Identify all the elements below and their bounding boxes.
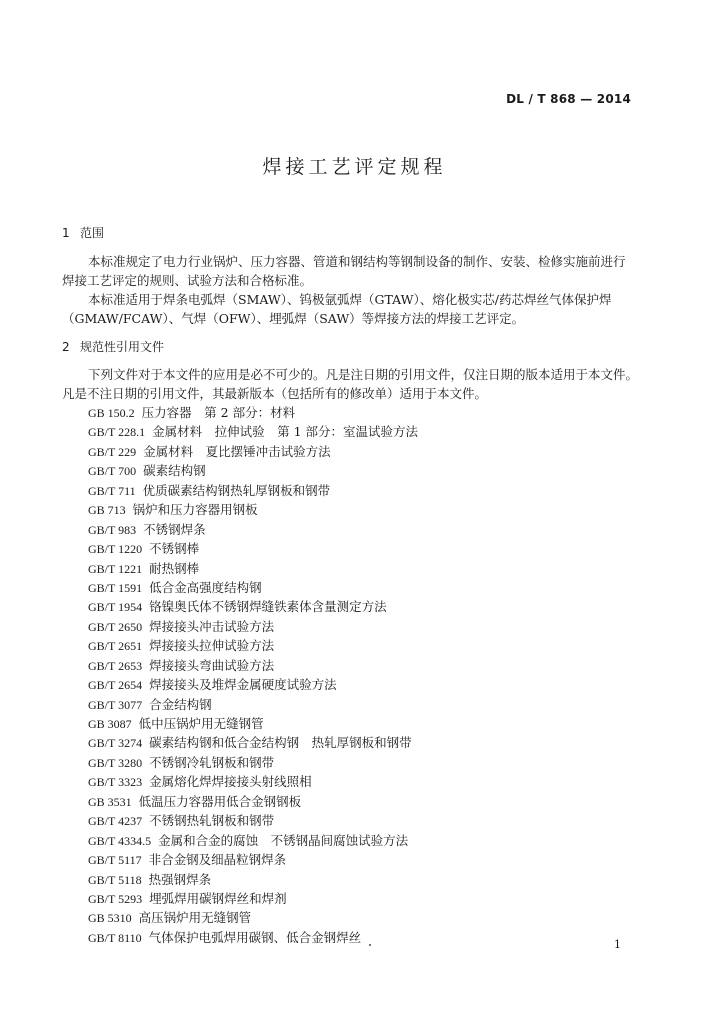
reference-code: GB/T 700 bbox=[88, 464, 137, 479]
reference-code: GB/T 3280 bbox=[88, 755, 143, 770]
reference-item bbox=[88, 403, 418, 422]
reference-item bbox=[88, 500, 418, 519]
standard-code: DL / T 868 — 2014 bbox=[506, 92, 631, 106]
reference-title: 碳素结构钢和低合金结构钢 热轧厚钢板和钢带 bbox=[149, 735, 412, 751]
reference-title: 不锈钢焊条 bbox=[143, 521, 206, 537]
reference-code: GB/T 1591 bbox=[88, 580, 143, 595]
reference-code: GB/T 711 bbox=[88, 483, 136, 498]
reference-code: GB/T 983 bbox=[88, 522, 137, 537]
reference-item bbox=[88, 656, 418, 675]
reference-item bbox=[88, 870, 418, 889]
section-2-line-1: 下列文件对于本文件的应用是必不可少的。凡是注日期的引用文件，仅注日期的版本适用于本文件。 bbox=[88, 367, 639, 382]
reference-item bbox=[88, 617, 418, 636]
section-1-number: 1 bbox=[62, 226, 70, 240]
reference-title: 焊接接头及堆焊金属硬度试验方法 bbox=[149, 677, 337, 693]
scan-dot bbox=[369, 944, 371, 946]
reference-item bbox=[88, 520, 418, 539]
reference-title: 低合金高强度结构钢 bbox=[149, 579, 262, 595]
reference-title: 高压锅炉用无缝钢管 bbox=[138, 910, 252, 926]
reference-title: 焊接接头拉伸试验方法 bbox=[149, 638, 275, 654]
reference-title: 耐热钢棒 bbox=[149, 560, 200, 576]
reference-code: GB/T 3323 bbox=[88, 775, 143, 790]
reference-title: 焊接接头冲击试验方法 bbox=[149, 618, 275, 634]
reference-title: 低温压力容器用低合金钢钢板 bbox=[138, 793, 302, 809]
section-1-line-3: 本标准适用于焊条电弧焊（SMAW）、钨极氩弧焊（GTAW）、熔化极实芯/药芯焊丝气体保护焊 bbox=[88, 292, 612, 307]
reference-code: GB/T 5118 bbox=[88, 872, 142, 887]
section-2-line-2: 凡是不注日期的引用文件，其最新版本（包括所有的修改单）适用于本文件。 bbox=[62, 386, 488, 401]
reference-item bbox=[88, 539, 418, 558]
reference-title: 不锈钢冷轧钢板和钢带 bbox=[149, 754, 275, 770]
reference-code: GB/T 1954 bbox=[88, 600, 143, 615]
reference-item bbox=[88, 850, 418, 869]
reference-item bbox=[88, 578, 418, 597]
reference-item bbox=[88, 636, 418, 655]
reference-item bbox=[88, 792, 418, 811]
reference-code: GB 150.2 bbox=[88, 406, 135, 420]
reference-code: GB/T 228.1 bbox=[88, 425, 146, 440]
reference-code: GB/T 5293 bbox=[88, 891, 143, 906]
reference-title: 不锈钢热轧钢板和钢带 bbox=[149, 813, 275, 829]
reference-title: 非合金钢及细晶粒钢焊条 bbox=[148, 852, 287, 868]
reference-item bbox=[88, 889, 418, 908]
reference-title: 碳素结构钢 bbox=[143, 463, 206, 479]
reference-code: GB/T 3274 bbox=[88, 736, 143, 751]
reference-code: GB/T 2654 bbox=[88, 678, 143, 693]
reference-item bbox=[88, 831, 418, 850]
section-1-title: 范围 bbox=[80, 226, 105, 240]
reference-title: 热强钢焊条 bbox=[148, 871, 212, 887]
reference-code: GB/T 2650 bbox=[88, 619, 143, 634]
reference-title: 金属材料 夏比摆锤冲击试验方法 bbox=[143, 443, 331, 459]
reference-title: 气体保护电弧焊用碳钢、低合金钢焊丝 bbox=[148, 929, 362, 945]
section-2-title: 规范性引用文件 bbox=[80, 340, 165, 354]
reference-item bbox=[88, 811, 418, 830]
reference-title: 合金结构钢 bbox=[149, 696, 212, 712]
reference-item bbox=[88, 461, 418, 480]
reference-title: 金属熔化焊焊接接头射线照相 bbox=[149, 774, 312, 790]
reference-code: GB/T 1220 bbox=[88, 542, 143, 557]
reference-title: 优质碳素结构钢热轧厚钢板和钢带 bbox=[142, 482, 331, 498]
reference-item bbox=[88, 772, 418, 791]
section-2-number: 2 bbox=[62, 340, 70, 354]
reference-title: 不锈钢棒 bbox=[149, 541, 200, 557]
reference-code: GB 3531 bbox=[88, 794, 132, 809]
reference-code: GB 713 bbox=[88, 503, 126, 518]
reference-item bbox=[88, 481, 418, 500]
reference-item bbox=[88, 753, 418, 772]
reference-item bbox=[88, 908, 418, 927]
document-title: 焊接工艺评定规程 bbox=[262, 156, 447, 178]
reference-title: 铬镍奥氏体不锈钢焊缝铁素体含量测定方法 bbox=[149, 599, 387, 615]
reference-title: 金属材料 拉伸试验 第 1 部分：室温试验方法 bbox=[152, 424, 419, 440]
page-number: 1 bbox=[614, 938, 621, 951]
reference-title: 锅炉和压力容器用钢板 bbox=[132, 502, 258, 518]
reference-item bbox=[88, 675, 418, 694]
reference-code: GB/T 229 bbox=[88, 444, 137, 459]
reference-item bbox=[88, 695, 418, 714]
reference-title: 低中压锅炉用无缝钢管 bbox=[138, 716, 264, 731]
reference-item bbox=[88, 714, 418, 733]
reference-code: GB/T 4334.5 bbox=[88, 833, 152, 848]
reference-code: GB 5310 bbox=[88, 911, 132, 926]
reference-item bbox=[88, 733, 418, 752]
reference-code: GB/T 4237 bbox=[88, 814, 143, 829]
reference-code: GB/T 1221 bbox=[88, 561, 143, 576]
section-2-heading bbox=[62, 338, 164, 355]
reference-title: 埋弧焊用碳钢焊丝和焊剂 bbox=[149, 890, 287, 906]
reference-code: GB/T 2653 bbox=[88, 658, 143, 673]
reference-item bbox=[88, 597, 418, 616]
section-1-heading bbox=[62, 224, 104, 241]
section-1-line-1: 本标准规定了电力行业锅炉、压力容器、管道和钢结构等钢制设备的制作、安装、检修实施前进行 bbox=[88, 254, 626, 269]
reference-title: 金属和合金的腐蚀 不锈钢晶间腐蚀试验方法 bbox=[158, 832, 409, 848]
reference-code: GB/T 2651 bbox=[88, 639, 143, 654]
section-1-line-2: 焊接工艺评定的规则、试验方法和合格标准。 bbox=[62, 273, 313, 288]
reference-item bbox=[88, 559, 418, 578]
reference-code: GB 3087 bbox=[88, 717, 132, 731]
normative-reference-list bbox=[88, 403, 418, 947]
reference-title: 焊接接头弯曲试验方法 bbox=[149, 657, 275, 673]
reference-code: GB/T 8110 bbox=[88, 930, 142, 945]
reference-title: 压力容器 第 2 部分：材料 bbox=[141, 405, 296, 420]
reference-item bbox=[88, 442, 418, 461]
section-1-line-4: （GMAW/FCAW）、气焊（OFW）、埋弧焊（SAW）等焊接方法的焊接工艺评定。 bbox=[62, 311, 525, 326]
reference-code: GB/T 3077 bbox=[88, 697, 143, 712]
reference-item bbox=[88, 422, 418, 441]
reference-code: GB/T 5117 bbox=[88, 853, 142, 868]
